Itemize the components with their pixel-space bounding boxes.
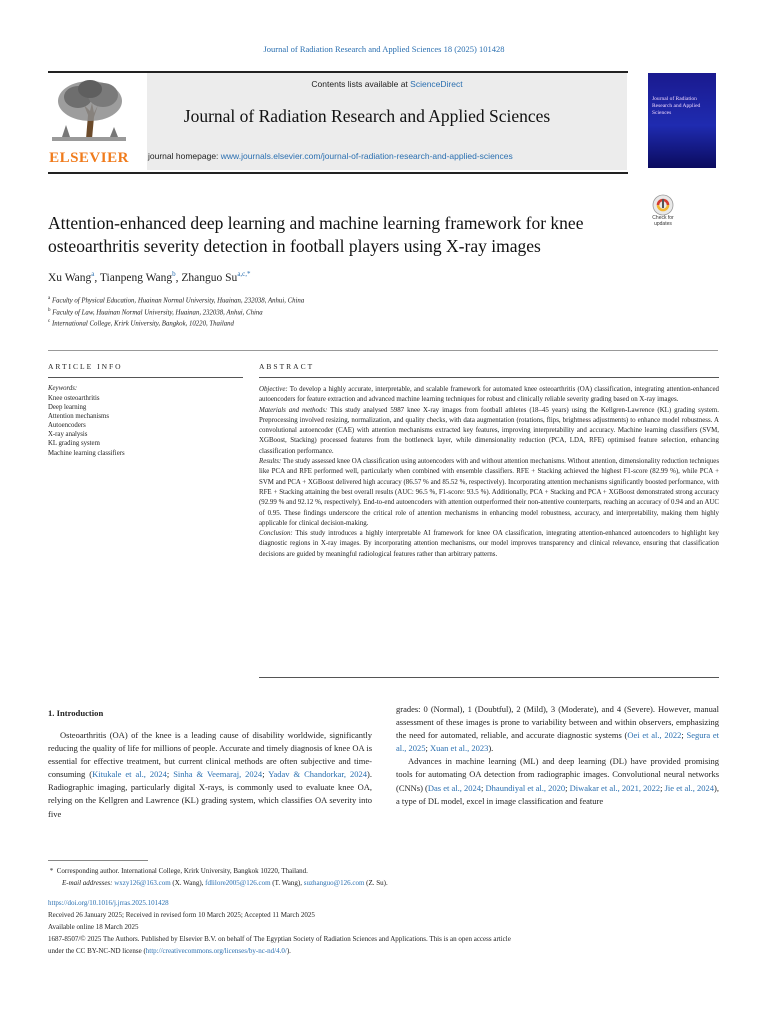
abstract-objective: [259, 385, 719, 406]
corresponding-author-note: * Corresponding author. International College, Krirk University, Bangkok 10220, Thailand.: [48, 867, 308, 875]
abstract-results: [259, 457, 719, 529]
email-owner: (X. Wang),: [170, 879, 206, 887]
keyword-item[interactable]: Deep learning: [48, 404, 87, 412]
footnote-rule: [48, 860, 148, 861]
journal-title: Journal of Radiation Research and Applied Sciences: [183, 106, 551, 126]
footnote-text: Corresponding author. International College, Krirk University, Bangkok 10220, Thailand.: [56, 867, 308, 875]
citation-link[interactable]: Segura et al., 2025: [396, 730, 719, 754]
affiliation-sup: a: [48, 296, 51, 301]
author-name[interactable]: Xu Wang: [48, 271, 92, 284]
license-link[interactable]: http://creativecommons.org/licenses/by-nc-nd/4.0/: [145, 947, 287, 955]
email-link[interactable]: wxzy126@163.com: [114, 879, 171, 887]
body-text: grades: 0 (Normal), 1 (Doubtful), 2 (Mild), 3 (Moderate), and 4 (Severe). However, manual assessment of these images is prone to variability between and within observers, emphasizing the need for automated, reliable, and accurate diagnostic systems (: [396, 704, 719, 741]
abstract-label: Conclusion:: [259, 530, 293, 538]
section-divider: [48, 350, 718, 351]
email-label: E-mail addresses:: [62, 879, 113, 887]
abstract-text: This study analysed 5987 knee X-ray images from football athletes (18–45 years) using the Kellgren-Lawrence (KL) grading system. Preprocessing involved resizing, normalization, and quality checks, with data augmentation (rotations, flips, brightness adjustments) to enhance model robustness. A convolutional autoencoder (CAE) with attention mechanisms extracted key features, improving interpretability and accuracy. Machine learning classifiers (SVM, XGBoost, Stacking) processed features from the bottleneck layer, while dimensionality reduction (PCA, LDA, RFE) optimised feature selection, enhancing classification performance.: [259, 406, 720, 455]
abstract-heading: ABSTRACT: [259, 362, 315, 371]
abstract-label: Objective:: [259, 386, 288, 393]
author-affil-sup[interactable]: a,c,*: [237, 270, 251, 278]
keyword-item[interactable]: Machine learning classifiers: [48, 449, 125, 457]
abstract-rule: [259, 377, 719, 378]
journal-cover-title: Journal of Radiation Research and Applied Sciences: [652, 96, 701, 116]
body-text: Advances in machine learning (ML) and deep learning (DL) have provided promising tools for automating OA detection from radiographic images. Convolutional neural networks (CNNs) (: [396, 756, 719, 793]
affiliation-text: International College, Krirk University, Bangkok, 10220, Thailand: [51, 320, 234, 328]
doi-link[interactable]: https://doi.org/10.1016/j.jrras.2025.101428: [48, 899, 169, 907]
body-paragraph: grades: 0 (Normal), 1 (Doubtful), 2 (Mild), 3 (Moderate), and 4 (Severe). However, manual assessment of these images is prone to variability between and within observers, emphasizing the need for automated, reliable, and accurate diagnostic systems (Oei et al., 2022; Segura et al., 2025; Xuan et al., 2023).: [396, 704, 719, 754]
keyword-item[interactable]: Attention mechanisms: [48, 413, 109, 421]
homepage-label: journal homepage:: [148, 151, 221, 161]
citation-link[interactable]: Yadav & Chandorkar, 2024: [268, 769, 368, 780]
email-addresses: [62, 879, 388, 887]
keyword-item[interactable]: Autoencoders: [48, 422, 86, 430]
journal-reference[interactable]: Journal of Radiation Research and Applied Sciences 18 (2025) 101428: [263, 44, 505, 54]
keyword-item[interactable]: X-ray analysis: [48, 431, 88, 439]
body-text: ). Radiographic imaging, particularly digital X-rays, is commonly used to evaluate knee OA, relying on the Kellgren and Lawrence (KL) grading system, which classifies OA severity into five: [48, 769, 372, 819]
affiliation: [48, 308, 263, 316]
body-column-right: [396, 703, 719, 808]
abstract-methods: [259, 406, 719, 457]
abstract-conclusion: [259, 529, 719, 560]
check-for-updates-badge[interactable]: [647, 193, 679, 229]
abstract-bottom-rule: [259, 677, 719, 678]
citation-link[interactable]: Oei et al., 2022: [627, 730, 682, 741]
homepage-line: [148, 151, 513, 161]
citation-link[interactable]: Jie et al., 2024: [664, 782, 714, 793]
article-title: Attention-enhanced deep learning and machine learning framework for knee osteoarthritis severity detection in football players using X-ray images: [48, 213, 584, 256]
info-rule: [48, 377, 243, 378]
citation-link[interactable]: Diwakar et al., 2021, 2022: [569, 782, 661, 793]
abstract-text: This study introduces a highly interpretable AI framework for knee OA classification, integrating attention-enhanced autoencoders to highlight key diagnostic regions in X-ray images. By incorporating attention mechanisms, our model improves transparency and clinical relevance, ensuring that classification decisions are guided by meaningful radiological features rather than arbitrary patterns.: [259, 530, 719, 558]
keyword-item[interactable]: Knee osteoarthritis: [48, 395, 100, 402]
copyright-line: 1687-8507/© 2025 The Authors. Published by Elsevier B.V. on behalf of The Egyptian Society of Radiation Sciences and Applications. This is an open access article: [48, 935, 511, 943]
contents-line: [147, 79, 627, 89]
sciencedirect-link[interactable]: ScienceDirect: [410, 79, 463, 89]
citation-link[interactable]: Dhaundiyal et al., 2020: [485, 782, 566, 793]
email-link[interactable]: fdlilore2005@126.com: [205, 879, 271, 887]
email-owner: (Z. Su).: [364, 879, 388, 887]
homepage-link[interactable]: www.journals.elsevier.com/journal-of-radiation-research-and-applied-sciences: [220, 151, 513, 161]
author-affil-sup[interactable]: b: [172, 270, 176, 278]
check-updates-label: Check for updates: [652, 215, 674, 227]
license-line: [48, 947, 291, 955]
email-link[interactable]: suzhanguo@126.com: [303, 879, 365, 887]
abstract-label: Materials and methods:: [259, 406, 328, 414]
citation-link[interactable]: Das et al., 2024: [427, 782, 482, 793]
body-text: Osteoarthritis (OA) of the knee is a leading cause of disability worldwide, significantly reducing the quality of life for millions of people. Accurate and timely diagnosis of knee OA is essential for effective treatment, but current clinical methods are often subjective and time-consuming (: [48, 730, 372, 780]
author-affil-sup[interactable]: a: [91, 270, 95, 278]
body-paragraph: Advances in machine learning (ML) and deep learning (DL) have provided promising tools for automating OA detection from radiographic images. Convolutional neural networks (CNNs) (Das et al., 2024; Dhaundiyal et al., 2020; Diwakar et al., 2021, 2022; Jie et al., 2024), a type of DL model, excel in image classification and feature: [396, 756, 719, 806]
abstract-text: The study assessed knee OA classification using autoencoders with and without attention mechanisms. Without attention, dimensionality reduction techniques like PCA and RFE performed well, particularly when combined with ensemble classifiers. RFE + Stacking achieved the highest F1-score (82.99 %), while PCA + SVM and PCA + XGBoost delivered high accuracy (86.57 % and 85.52 %, respectively). Incorporating attention mechanisms significantly boosted performance, with RFE + Stacking attaining the best overall results (AUC: 96.5 %, F1-score: 93.5 %). Additionally, PCA + Stacking and PCA + XGBoost demonstrated strong accuracy (92.99 % and 92.12 %, respectively). End-to-end autoencoders with attention outperformed their non-attentive counterparts, reaching an accuracy of 0.94 and an AUC of 0.95. These findings underscore the critical role of attention mechanisms in enhancing model robustness, accuracy, and interpretability, making them highly applicable for clinical decision-making.: [259, 458, 719, 527]
citation-link[interactable]: Xuan et al., 2023: [430, 743, 489, 754]
license-text: under the CC BY-NC-ND license (: [48, 947, 146, 955]
header-bottom-rule: [48, 172, 628, 174]
keywords-label: Keywords:: [48, 385, 78, 392]
affiliation-sup: c: [48, 319, 51, 324]
abstract-label: Results:: [259, 458, 282, 466]
contents-prefix: Contents lists available at: [311, 79, 411, 89]
elsevier-wordmark: ELSEVIER: [49, 150, 129, 166]
available-online: Available online 18 March 2025: [48, 923, 139, 931]
abstract-text: To develop a highly accurate, interpretable, and scalable framework for automated knee osteoarthritis (OA) classification, integrating attention-enhanced autoencoders for feature extraction and advanced machine learning techniques for robust and clinically reliable severity grading based on X-ray images.: [259, 386, 719, 404]
article-info-heading: ARTICLE INFO: [48, 362, 123, 371]
keywords-list: [48, 394, 125, 458]
email-owner: (T. Wang),: [270, 879, 304, 887]
affiliation-text: Faculty of Physical Education, Huainan Normal University, Huainan, 232038, Anhui, China: [51, 297, 305, 305]
received-dates: Received 26 January 2025; Received in revised form 10 March 2025; Accepted 11 March 2025: [48, 911, 315, 919]
body-text: ), a type of DL model, excel in image classification and feature: [396, 782, 719, 806]
journal-cover-image[interactable]: [648, 73, 716, 168]
body-paragraph: Osteoarthritis (OA) of the knee is a leading cause of disability worldwide, significantly reducing the quality of life for millions of people. Accurate and timely diagnosis of knee OA is essential for effective treatment, but current clinical methods are often subjective and time-consuming (Kitukale et al., 2024; Sinha & Veemaraj, 2024; Yadav & Chandorkar, 2024). Radiographic imaging, particularly digital X-rays, is commonly used to evaluate knee OA, relying on the Kellgren and Lawrence (KL) grading system, which classifies OA severity into five: [48, 730, 372, 819]
section-heading-introduction: 1. Introduction: [48, 708, 104, 718]
keyword-item[interactable]: KL grading system: [48, 440, 100, 448]
author-list: Xu Wang$^a$, Tianpeng Wang$^b$, Zhanguo $Su^{a,c,*}$: [48, 270, 251, 284]
author-name[interactable]: Zhanguo Su: [181, 271, 238, 284]
affiliation: [48, 319, 234, 327]
citation-link[interactable]: Kitukale et al., 2024: [92, 769, 167, 780]
abstract-body: [259, 385, 719, 560]
author-name[interactable]: Tianpeng Wang: [99, 271, 173, 284]
affiliation: [48, 296, 304, 304]
license-text: ).: [286, 947, 291, 955]
affiliation-sup: b: [48, 308, 51, 313]
affiliation-text: Faculty of Law, Huainan Normal University, Huainan, 232038, Anhui, China: [52, 309, 263, 317]
body-column-left: [48, 729, 372, 821]
citation-link[interactable]: Sinha & Veemaraj, 2024: [173, 769, 263, 780]
